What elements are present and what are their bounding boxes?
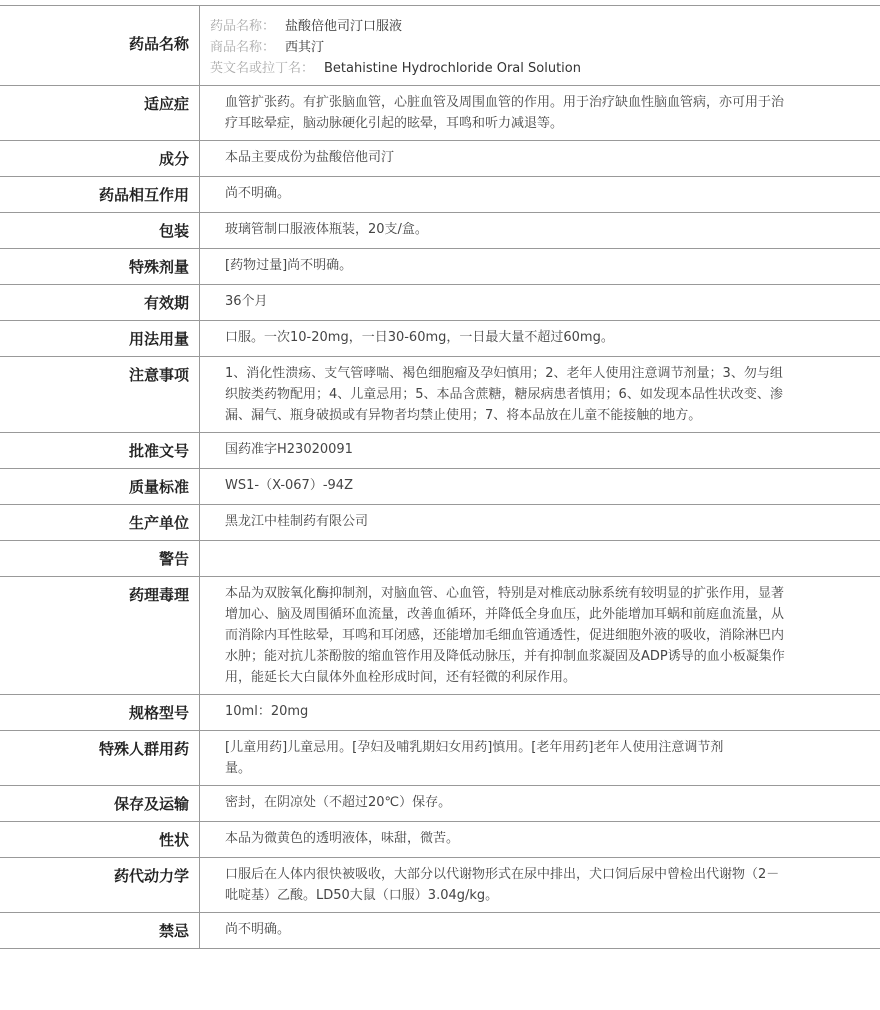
row-specification <box>0 695 880 731</box>
row-label: 注意事项 <box>0 357 200 432</box>
row-special-populations <box>0 731 880 786</box>
row-precautions <box>0 357 880 433</box>
row-approval-number <box>0 433 880 469</box>
row-label: 药代动力学 <box>0 858 200 912</box>
row-label: 药品相互作用 <box>0 177 200 212</box>
row-label: 质量标准 <box>0 469 200 504</box>
row-label: 适应症 <box>0 86 200 140</box>
row-value: 国药准字H23020091 <box>225 442 353 457</box>
row-warning <box>0 541 880 577</box>
row-interactions <box>0 177 880 213</box>
row-value: 尚不明确。 <box>225 922 291 937</box>
row-value: [儿童用药]儿童忌用。[孕妇及哺乳期妇女用药]慎用。[老年用药]老年人使用注意调节剂量。 <box>225 740 724 776</box>
row-value: 本品为双胺氧化酶抑制剂，对脑血管、心血管，特别是对椎底动脉系统有较明显的扩张作用，显著增加心、脑及周围循环血流量，改善血循环，并降低全身血压，此外能增加耳蜗和前庭血流量，从而消除内耳性眩晕，耳鸣和耳闭感，还能增加毛细血管通透性，促进细胞外液的吸收，消除淋巴内水肿；能对抗儿茶酚胺的缩血管作用及降低动脉压，并有抑制血浆凝固及ADP诱导的血小板凝集作用，能延长大白鼠体外血栓形成时间，还有轻微的利尿作用。 <box>225 586 785 685</box>
row-value: 血管扩张药。有扩张脑血管，心脏血管及周围血管的作用。用于治疗缺血性脑血管病，亦可用于治疗耳眩晕症，脑动脉硬化引起的眩晕，耳鸣和听力减退等。 <box>225 95 785 131</box>
row-value: 黑龙江中桂制药有限公司 <box>225 514 369 529</box>
drug-info-table <box>0 5 880 949</box>
row-contraindications <box>0 913 880 949</box>
row-label: 药理毒理 <box>0 577 200 694</box>
row-value: 玻璃管制口服液体瓶装，20支/盒。 <box>225 222 428 237</box>
row-pharmacokinetics <box>0 858 880 913</box>
row-value: 口服。一次10-20mg，一日30-60mg，一日最大量不超过60mg。 <box>225 330 614 345</box>
trade-name-caption: 商品名称： <box>210 40 276 55</box>
row-value: 本品主要成份为盐酸倍他司汀 <box>225 150 395 165</box>
drug-name-row <box>0 6 880 86</box>
english-name-caption: 英文名或拉丁名： <box>210 61 315 76</box>
drug-name-block <box>200 6 880 85</box>
english-name-value: Betahistine Hydrochloride Oral Solution <box>324 61 581 76</box>
row-label: 保存及运输 <box>0 786 200 821</box>
generic-name-caption: 药品名称： <box>210 19 276 34</box>
trade-name-value: 西其汀 <box>285 40 325 55</box>
row-special-dosage <box>0 249 880 285</box>
trade-name-line <box>210 37 880 58</box>
row-label: 成分 <box>0 141 200 176</box>
row-value: 本品为微黄色的透明液体，味甜，微苦。 <box>225 831 460 846</box>
generic-name-line <box>210 16 880 37</box>
row-ingredients <box>0 141 880 177</box>
row-storage <box>0 786 880 822</box>
row-value: WS1-（X-067）-94Z <box>225 478 353 493</box>
row-label: 警告 <box>0 541 200 576</box>
row-value: 10ml：20mg <box>225 704 309 719</box>
row-label: 批准文号 <box>0 433 200 468</box>
row-value: [药物过量]尚不明确。 <box>225 258 353 273</box>
generic-name-value: 盐酸倍他司汀口服液 <box>285 19 403 34</box>
english-name-line <box>210 58 880 79</box>
row-label: 规格型号 <box>0 695 200 730</box>
row-shelf-life <box>0 285 880 321</box>
row-label: 特殊人群用药 <box>0 731 200 785</box>
drug-name-label: 药品名称 <box>0 6 200 85</box>
row-label: 用法用量 <box>0 321 200 356</box>
row-indications <box>0 86 880 141</box>
row-value: 1、消化性溃疡、支气管哮喘、褐色细胞瘤及孕妇慎用；2、老年人使用注意调节剂量；3、勿与组织胺类药物配用；4、儿童忌用；5、本品含蔗糖，糖尿病患者慎用；6、如发现本品性状改变、渗漏、漏气、瓶身破损或有异物者均禁止使用；7、将本品放在儿童不能接触的地方。 <box>225 366 783 423</box>
row-label: 特殊剂量 <box>0 249 200 284</box>
row-value: 口服后在人体内很快被吸收，大部分以代谢物形式在尿中排出，犬口饲后尿中曾检出代谢物（2－吡啶基）乙酸。LD50大鼠（口服）3.04g/kg。 <box>225 867 780 903</box>
row-packaging <box>0 213 880 249</box>
row-manufacturer <box>0 505 880 541</box>
row-value: 36个月 <box>225 294 268 309</box>
row-appearance <box>0 822 880 858</box>
row-value <box>200 541 880 576</box>
row-dosage <box>0 321 880 357</box>
row-pharmacology <box>0 577 880 695</box>
row-value: 密封，在阴凉处（不超过20℃）保存。 <box>225 795 452 810</box>
row-label: 有效期 <box>0 285 200 320</box>
row-value: 尚不明确。 <box>225 186 291 201</box>
row-label: 生产单位 <box>0 505 200 540</box>
row-label: 禁忌 <box>0 913 200 948</box>
row-label: 性状 <box>0 822 200 857</box>
row-label: 包装 <box>0 213 200 248</box>
row-quality-standard <box>0 469 880 505</box>
